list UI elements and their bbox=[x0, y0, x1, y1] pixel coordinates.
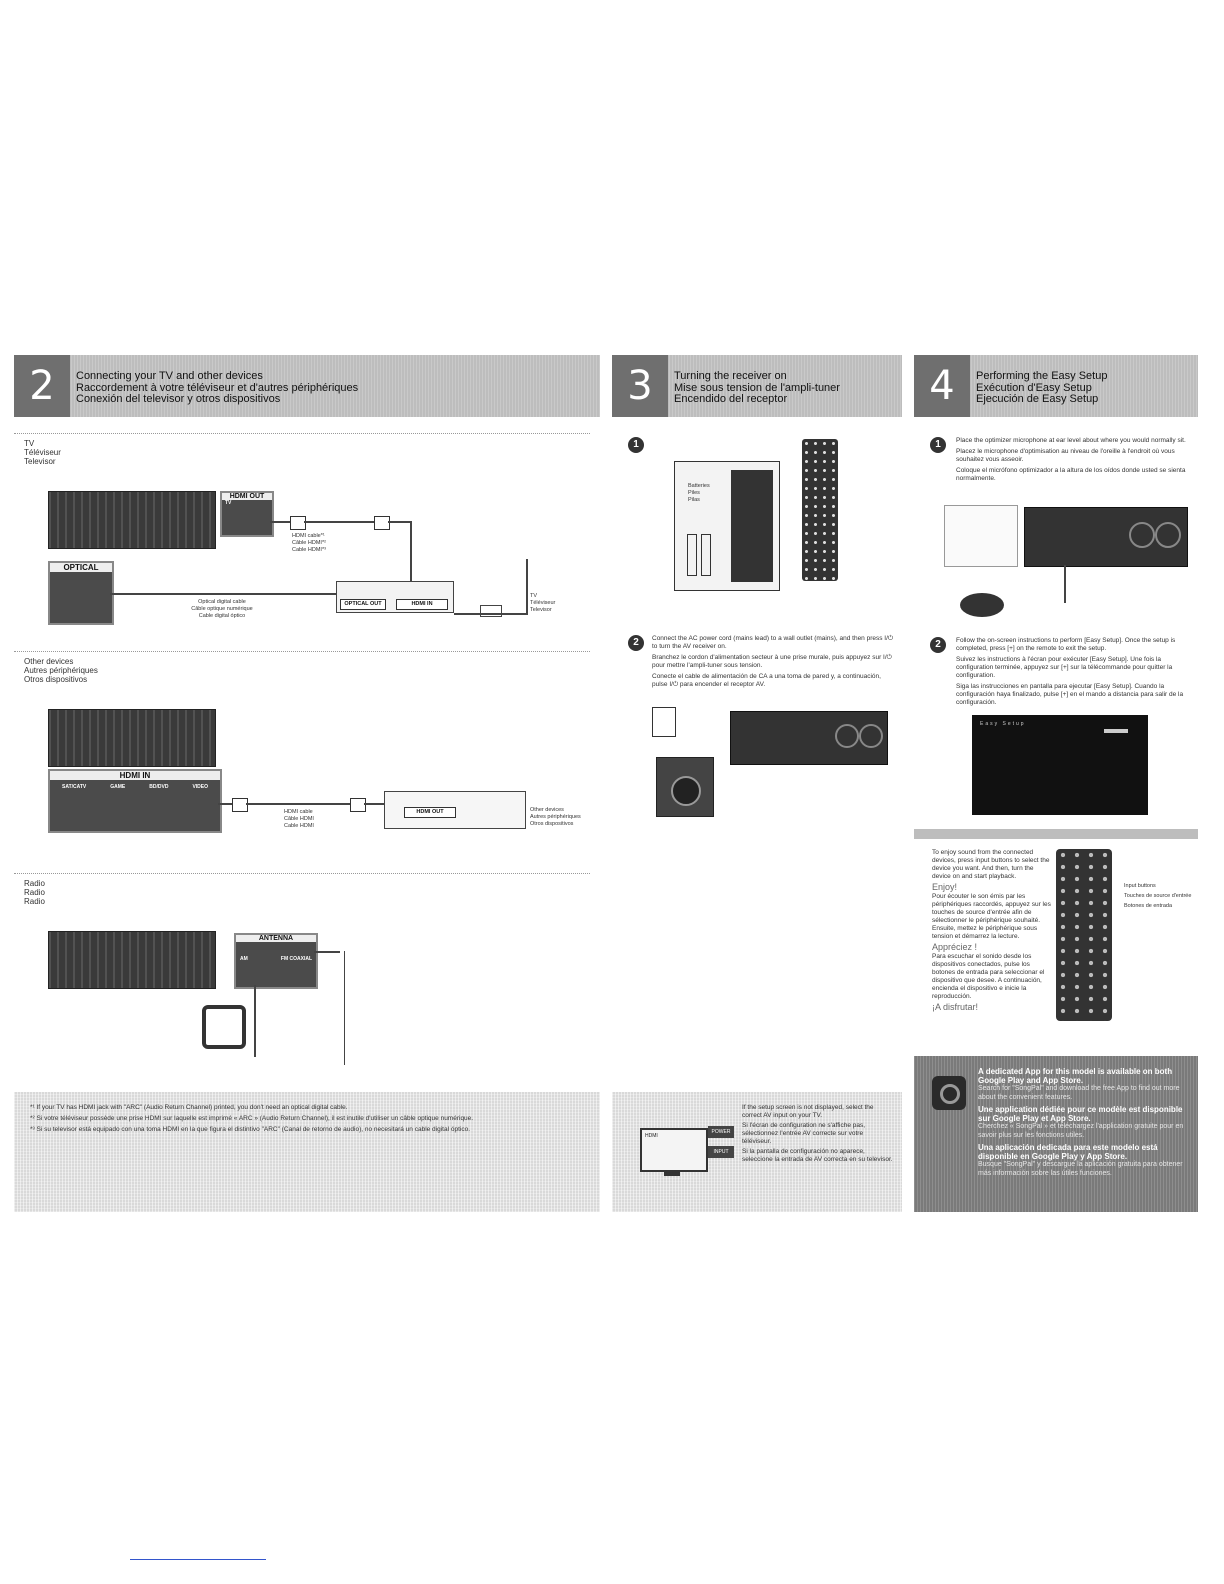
receiver-rear-illustration bbox=[48, 491, 216, 549]
am-loop-antenna bbox=[202, 1005, 246, 1049]
optical-inset: OPTICAL bbox=[48, 561, 114, 625]
optical-out-jack: OPTICAL OUT bbox=[340, 599, 386, 610]
hdmi-cable-plug bbox=[290, 516, 306, 530]
input-key: INPUT bbox=[708, 1146, 734, 1158]
section-title: Performing the Easy Setup Exécution d'Easy Setup Ejecución de Easy Setup bbox=[976, 370, 1108, 405]
optimizer-microphone bbox=[960, 593, 1004, 617]
other-devices-right-label: Other devices Autres périphériques Otros dispositivos bbox=[530, 807, 581, 827]
step-1-marker: 1 bbox=[628, 437, 644, 453]
section-title: Turning the receiver on Mise sous tension de l'ampli-tuner Encendido del receptor bbox=[674, 370, 840, 405]
section-2-header bbox=[14, 355, 600, 417]
power-key: POWER bbox=[708, 1126, 734, 1138]
fm-terminal-label: FM COAXIAL bbox=[280, 956, 312, 962]
tv-label: TV Téléviseur Televisor bbox=[24, 439, 61, 466]
tv-right-label: TV Téléviseur Televisor bbox=[530, 593, 556, 613]
section-2-panel bbox=[14, 355, 600, 1215]
am-terminal-label: AM bbox=[240, 956, 248, 962]
app-heading: Una aplicación dedicada para este modelo está disponible en Google Play y App Store. bbox=[978, 1143, 1158, 1161]
app-body: Busque "SongPal" y descargue la aplicación gratuita para obtener más información sobre las útiles funciones. bbox=[978, 1161, 1183, 1177]
wall-outlet-illustration bbox=[652, 707, 676, 737]
section-title: Connecting your TV and other devices Raccordement à votre téléviseur et d'autres périphériques Conexión del televisor y otros dispositivos bbox=[76, 370, 359, 405]
hdmi-in-jack: HDMI IN bbox=[396, 599, 448, 610]
footnote: *¹ If your TV has HDMI jack with "ARC" (Audio Return Channel) printed, you don't need an optical digital cable. bbox=[30, 1104, 348, 1111]
tv-screen-illustration: HDMI bbox=[640, 1128, 708, 1172]
section-3-panel bbox=[612, 355, 902, 1215]
setup-note-box bbox=[612, 1092, 902, 1212]
enjoy-text: To enjoy sound from the connected devices, press input buttons to select the device you want. And then, turn the device on and start playback. Enjoy! Pour écouter le son émis par les périphériques raccordés, appuyez sur les touches de source d'entrée afin de sélectionner le périphérique souhaité. Ensuite, mettez le périphérique sous tension et démarrez la lecture. Appréciez ! Para escuchar el sonido desde los dispositivos conectados, pulse los botones de entrada para seleccionar el dispositivo que desee. A continuación, encienda el dispositivo e inicie la reproducción. ¡A disfrutar! bbox=[932, 849, 1051, 1012]
hdmi-port-label: VIDEO bbox=[192, 784, 208, 790]
antenna-inset: ANTENNA AM FM COAXIAL bbox=[234, 933, 318, 989]
receiver-rear-illustration bbox=[48, 931, 216, 989]
microphone-placement-illustration bbox=[944, 505, 1018, 567]
receiver-front-illustration bbox=[1024, 507, 1188, 567]
app-heading: A dedicated App for this model is available on both Google Play and App Store. bbox=[978, 1067, 1173, 1085]
hdmi-cable-label: HDMI cable Câble HDMI Cable HDMI bbox=[284, 809, 314, 829]
step-1-text: Place the optimizer microphone at ear level about where you would normally sit. Placez le microphone d'optimisation au niveau de l'oreille à l'endroit où vous souhaitez vous asseoir. Coloque el micrófono optimizador a la altura de los oídos donde usted se sienta normalmente. bbox=[956, 437, 1186, 482]
easy-setup-screen: Easy Setup bbox=[972, 715, 1148, 815]
songpal-app-icon bbox=[932, 1076, 966, 1110]
hdmi-out-inset: HDMI OUT TV bbox=[220, 491, 274, 537]
app-body: Search for "SongPal" and download the free App to find out more about the convenient features. bbox=[978, 1085, 1180, 1101]
section-number: 4 bbox=[914, 355, 970, 417]
step-2-marker: 2 bbox=[628, 635, 644, 651]
hdmi-out-jack: HDMI OUT bbox=[404, 807, 456, 818]
footnote: *² Si votre téléviseur possède une prise HDMI sur laquelle est imprimé « ARC » (Audio Return Channel), il est inutile d'utiliser un câble optique numérique. bbox=[30, 1115, 474, 1122]
step-1-marker: 1 bbox=[930, 437, 946, 453]
remote-control-illustration bbox=[802, 439, 838, 581]
hdmi-port-label: GAME bbox=[110, 784, 126, 790]
enjoy-divider-bar bbox=[914, 829, 1198, 839]
input-buttons-label: Input buttons Touches de source d'entrée Botones de entrada bbox=[1124, 883, 1192, 909]
receiver-rear-illustration bbox=[48, 709, 216, 767]
songpal-app-box bbox=[914, 1056, 1198, 1212]
step-2-text: Connect the AC power cord (mains lead) to a wall outlet (mains), and then press I/⏻ to turn the AV receiver on. Branchez le cordon d'alimentation secteur à une prise murale, puis appuyez sur I/⏻ pour mettre l'ampli-tuner sous tension. Conecte el cable de alimentación de CA a una toma de pared y, a continuación, pulse I/⏻ para encender el receptor AV. bbox=[652, 635, 894, 688]
setup-note-text: If the setup screen is not displayed, select the correct AV input on your TV. Si l'écran de configuration ne s'affiche pas, sélectionnez l'entrée AV correcte sur votre téléviseur. Si la pantalla de configuración no aparece, seleccione la entrada de AV correcta en su televisor. bbox=[742, 1104, 893, 1163]
optical-cable-label: Optical digital cable Câble optique numérique Cable digital óptico bbox=[191, 599, 253, 619]
remote-control-illustration bbox=[1056, 849, 1112, 1021]
receiver-front-illustration bbox=[730, 711, 888, 765]
footnotes-box bbox=[14, 1092, 600, 1212]
section-4-header bbox=[914, 355, 1198, 417]
step-2-marker: 2 bbox=[930, 637, 946, 653]
footer-link-underline bbox=[130, 1559, 266, 1560]
footnote: *³ Si su televisor está equipado con una toma HDMI en la que figura el distintivo "ARC" (Canal de retorno de audio), no necesitará un cable digital óptico. bbox=[30, 1126, 471, 1133]
section-3-header bbox=[612, 355, 902, 417]
other-devices-label: Other devices Autres périphériques Otros dispositivos bbox=[24, 657, 98, 684]
power-button-closeup bbox=[656, 757, 714, 817]
radio-label: Radio Radio Radio bbox=[24, 879, 45, 906]
batteries-label: Batteries Piles Pilas bbox=[688, 483, 710, 503]
battery-compartment-illustration bbox=[674, 461, 780, 591]
section-number: 3 bbox=[612, 355, 668, 417]
app-heading: Une application dédiée pour ce modèle est disponible sur Google Play et App Store. bbox=[978, 1105, 1183, 1123]
step-2-text: Follow the on-screen instructions to perform [Easy Setup]. Once the setup is completed, press [+] on the remote to exit the setup. Suivez les instructions à l'écran pour exécuter [Easy Setup]. Une fois la configuration terminée, appuyez sur [+] sur la télécommande pour quitter la configuration. Siga las instrucciones en pantalla para ejecutar [Easy Setup]. Cuando la configuración haya finalizado, pulse [+] en el mando a distancia para salir de la configuración. bbox=[956, 637, 1184, 706]
hdmi-cable-plug bbox=[374, 516, 390, 530]
section-number: 2 bbox=[14, 355, 70, 417]
hdmi-in-inset: HDMI IN SAT/CATV GAME BD/DVD VIDEO bbox=[48, 769, 222, 833]
hdmi-port-label: SAT/CATV bbox=[62, 784, 87, 790]
hdmi-cable-label: HDMI cable*¹ Câble HDMI*² Cable HDMI*³ bbox=[292, 533, 326, 553]
app-body: Cherchez « SongPal » et téléchargez l'application gratuite pour en savoir plus sur les fonctions utiles. bbox=[978, 1123, 1184, 1139]
hdmi-port-label: BD/DVD bbox=[149, 784, 169, 790]
